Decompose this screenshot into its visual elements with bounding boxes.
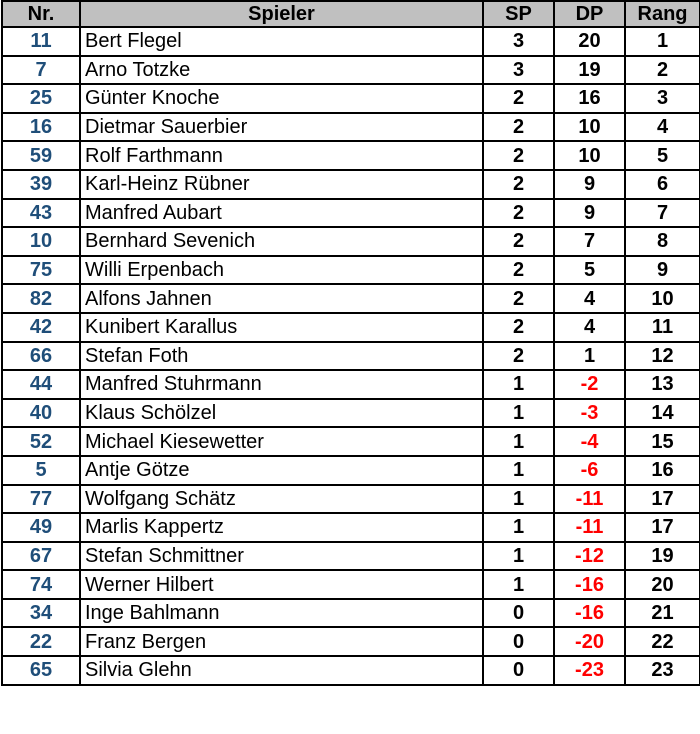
rank-value: 2 — [625, 56, 700, 85]
sp-value: 0 — [483, 599, 554, 628]
sp-value: 2 — [483, 141, 554, 170]
sp-value: 0 — [483, 656, 554, 685]
rank-value: 21 — [625, 599, 700, 628]
dp-value: -16 — [554, 599, 625, 628]
player-number: 77 — [2, 485, 80, 514]
player-name: Marlis Kappertz — [80, 513, 483, 542]
sp-value: 1 — [483, 399, 554, 428]
player-number: 39 — [2, 170, 80, 199]
sp-value: 2 — [483, 284, 554, 313]
player-number: 5 — [2, 456, 80, 485]
header-rang: Rang — [625, 1, 700, 27]
table-row — [2, 113, 700, 142]
player-name: Wolfgang Schätz — [80, 485, 483, 514]
player-number: 34 — [2, 599, 80, 628]
player-name: Antje Götze — [80, 456, 483, 485]
table-row — [2, 284, 700, 313]
rank-value: 15 — [625, 427, 700, 456]
standings-table — [1, 0, 700, 686]
rank-value: 10 — [625, 284, 700, 313]
player-name: Manfred Aubart — [80, 199, 483, 228]
player-name: Klaus Schölzel — [80, 399, 483, 428]
player-name: Günter Knoche — [80, 84, 483, 113]
dp-value: 4 — [554, 284, 625, 313]
dp-value: 10 — [554, 141, 625, 170]
table-row — [2, 313, 700, 342]
table-row — [2, 84, 700, 113]
dp-value: 20 — [554, 27, 625, 56]
rank-value: 11 — [625, 313, 700, 342]
sp-value: 1 — [483, 570, 554, 599]
dp-value: 10 — [554, 113, 625, 142]
player-number: 16 — [2, 113, 80, 142]
player-number: 42 — [2, 313, 80, 342]
player-name: Franz Bergen — [80, 627, 483, 656]
sp-value: 1 — [483, 513, 554, 542]
dp-value: -2 — [554, 370, 625, 399]
rank-value: 13 — [625, 370, 700, 399]
player-name: Rolf Farthmann — [80, 141, 483, 170]
player-number: 75 — [2, 256, 80, 285]
dp-value: -3 — [554, 399, 625, 428]
player-name: Dietmar Sauerbier — [80, 113, 483, 142]
sp-value: 2 — [483, 342, 554, 371]
table-row — [2, 227, 700, 256]
sp-value: 1 — [483, 370, 554, 399]
dp-value: -16 — [554, 570, 625, 599]
player-name: Arno Totzke — [80, 56, 483, 85]
dp-value: 19 — [554, 56, 625, 85]
table-row — [2, 170, 700, 199]
rank-value: 1 — [625, 27, 700, 56]
table-row — [2, 56, 700, 85]
player-name: Alfons Jahnen — [80, 284, 483, 313]
player-number: 82 — [2, 284, 80, 313]
player-number: 10 — [2, 227, 80, 256]
table-row — [2, 342, 700, 371]
dp-value: 5 — [554, 256, 625, 285]
player-name: Stefan Schmittner — [80, 542, 483, 571]
dp-value: -11 — [554, 513, 625, 542]
rank-value: 3 — [625, 84, 700, 113]
sp-value: 2 — [483, 84, 554, 113]
dp-value: -11 — [554, 485, 625, 514]
sp-value: 1 — [483, 427, 554, 456]
table-row — [2, 141, 700, 170]
player-number: 52 — [2, 427, 80, 456]
player-name: Willi Erpenbach — [80, 256, 483, 285]
table-row — [2, 370, 700, 399]
player-number: 67 — [2, 542, 80, 571]
table-row — [2, 399, 700, 428]
player-number: 44 — [2, 370, 80, 399]
player-name: Michael Kiesewetter — [80, 427, 483, 456]
sp-value: 2 — [483, 256, 554, 285]
player-number: 49 — [2, 513, 80, 542]
table-row — [2, 627, 700, 656]
rank-value: 7 — [625, 199, 700, 228]
player-number: 25 — [2, 84, 80, 113]
table-row — [2, 456, 700, 485]
sp-value: 1 — [483, 456, 554, 485]
player-number: 40 — [2, 399, 80, 428]
sp-value: 2 — [483, 227, 554, 256]
rank-value: 17 — [625, 485, 700, 514]
sp-value: 2 — [483, 313, 554, 342]
player-name: Werner Hilbert — [80, 570, 483, 599]
rank-value: 5 — [625, 141, 700, 170]
dp-value: 7 — [554, 227, 625, 256]
dp-value: -20 — [554, 627, 625, 656]
dp-value: 9 — [554, 199, 625, 228]
sp-value: 3 — [483, 27, 554, 56]
header-nr: Nr. — [2, 1, 80, 27]
rank-value: 16 — [625, 456, 700, 485]
sp-value: 1 — [483, 542, 554, 571]
player-name: Silvia Glehn — [80, 656, 483, 685]
rank-value: 17 — [625, 513, 700, 542]
player-number: 11 — [2, 27, 80, 56]
header-sp: SP — [483, 1, 554, 27]
dp-value: 1 — [554, 342, 625, 371]
rank-value: 14 — [625, 399, 700, 428]
rank-value: 6 — [625, 170, 700, 199]
player-number: 74 — [2, 570, 80, 599]
rank-value: 4 — [625, 113, 700, 142]
dp-value: -23 — [554, 656, 625, 685]
dp-value: 9 — [554, 170, 625, 199]
player-number: 59 — [2, 141, 80, 170]
rank-value: 20 — [625, 570, 700, 599]
dp-value: 16 — [554, 84, 625, 113]
player-name: Stefan Foth — [80, 342, 483, 371]
player-name: Kunibert Karallus — [80, 313, 483, 342]
dp-value: 4 — [554, 313, 625, 342]
player-number: 22 — [2, 627, 80, 656]
table-row — [2, 199, 700, 228]
player-name: Inge Bahlmann — [80, 599, 483, 628]
table-row — [2, 656, 700, 685]
table-body — [2, 27, 700, 685]
player-number: 7 — [2, 56, 80, 85]
player-number: 43 — [2, 199, 80, 228]
rank-value: 9 — [625, 256, 700, 285]
header-dp: DP — [554, 1, 625, 27]
player-name: Bernhard Sevenich — [80, 227, 483, 256]
sp-value: 2 — [483, 170, 554, 199]
dp-value: -12 — [554, 542, 625, 571]
rank-value: 8 — [625, 227, 700, 256]
rank-value: 22 — [625, 627, 700, 656]
sp-value: 2 — [483, 199, 554, 228]
table-row — [2, 256, 700, 285]
sp-value: 2 — [483, 113, 554, 142]
table-row — [2, 27, 700, 56]
sp-value: 0 — [483, 627, 554, 656]
rank-value: 19 — [625, 542, 700, 571]
sp-value: 3 — [483, 56, 554, 85]
sp-value: 1 — [483, 485, 554, 514]
player-name: Manfred Stuhrmann — [80, 370, 483, 399]
table-row — [2, 599, 700, 628]
header-spieler: Spieler — [80, 1, 483, 27]
dp-value: -6 — [554, 456, 625, 485]
rank-value: 12 — [625, 342, 700, 371]
table-row — [2, 570, 700, 599]
player-number: 66 — [2, 342, 80, 371]
table-row — [2, 427, 700, 456]
player-name: Bert Flegel — [80, 27, 483, 56]
table-row — [2, 542, 700, 571]
table-row — [2, 485, 700, 514]
player-name: Karl-Heinz Rübner — [80, 170, 483, 199]
dp-value: -4 — [554, 427, 625, 456]
player-number: 65 — [2, 656, 80, 685]
header-row — [2, 1, 700, 27]
rank-value: 23 — [625, 656, 700, 685]
table-row — [2, 513, 700, 542]
